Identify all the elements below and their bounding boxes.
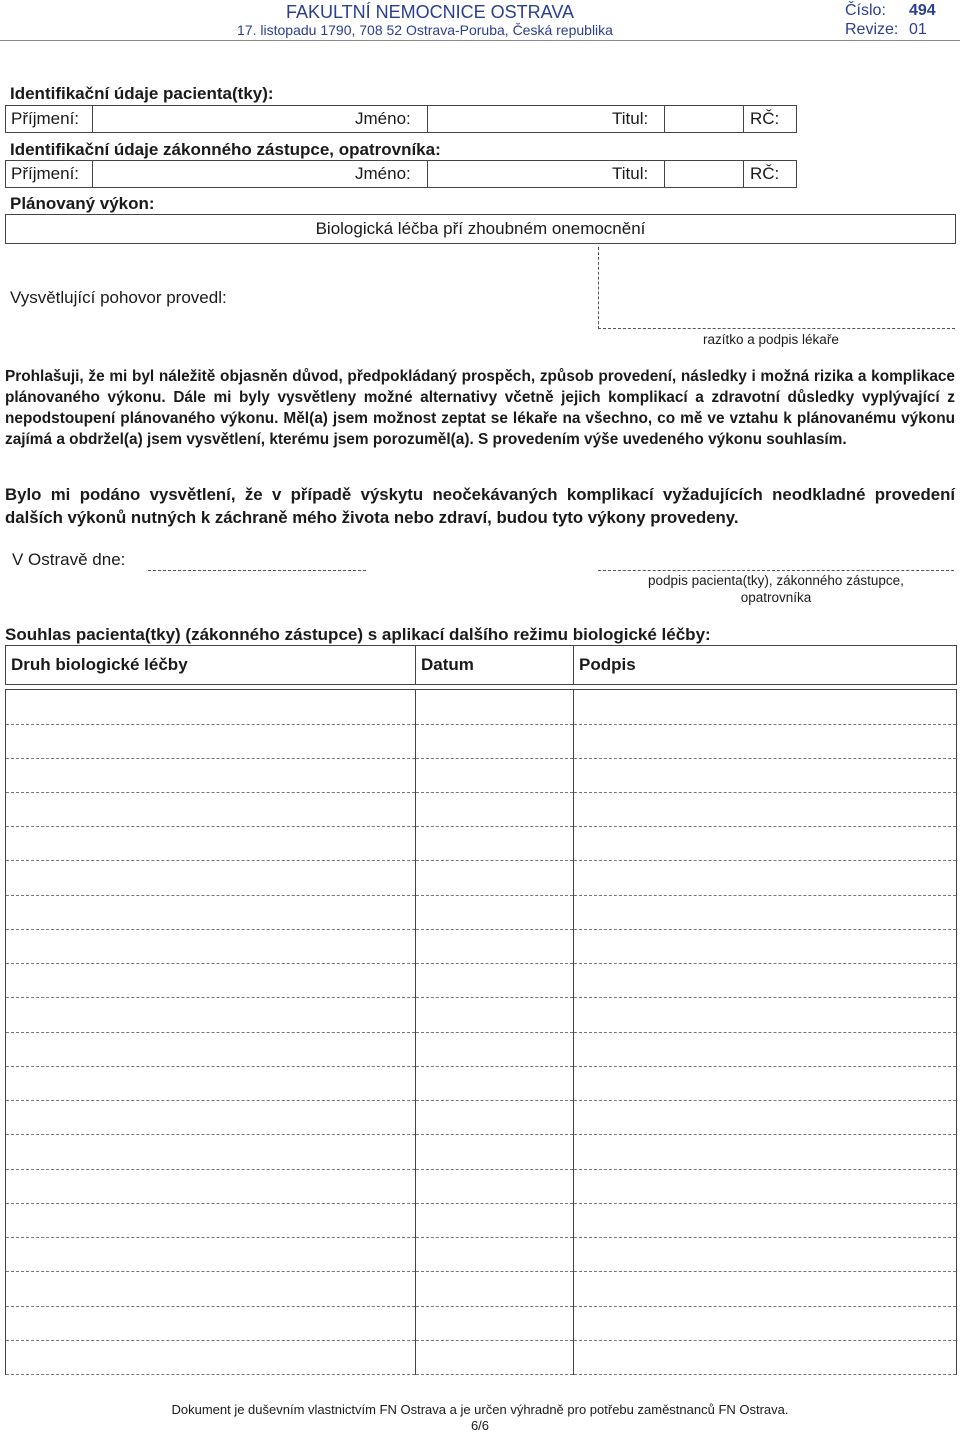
column-header-date: Datum — [416, 646, 574, 685]
patient-surname-label: Příjmení: — [11, 109, 80, 128]
procedure-value: Biologická léčba pří zhoubném onemocnění — [315, 219, 646, 238]
signature-cell[interactable] — [574, 793, 957, 827]
treatment-cell[interactable] — [6, 1101, 416, 1135]
date-cell[interactable] — [416, 724, 574, 758]
signature-cell[interactable] — [574, 1272, 957, 1306]
treatment-cell[interactable] — [6, 1306, 416, 1340]
signature-cell[interactable] — [574, 1340, 957, 1374]
signature-cell[interactable] — [574, 929, 957, 963]
patient-surname-field[interactable] — [93, 106, 353, 132]
date-cell[interactable] — [416, 1238, 574, 1272]
signature-cell[interactable] — [574, 1101, 957, 1135]
treatment-cell[interactable] — [6, 998, 416, 1032]
table-row — [6, 758, 957, 792]
column-header-signature: Podpis — [574, 646, 957, 685]
date-cell[interactable] — [416, 690, 574, 724]
signature-cell[interactable] — [574, 1066, 957, 1100]
date-cell[interactable] — [416, 964, 574, 998]
signature-cell[interactable] — [574, 827, 957, 861]
patient-id-row — [5, 105, 797, 133]
treatment-cell[interactable] — [6, 1203, 416, 1237]
procedure-field — [5, 214, 956, 244]
stamp-caption: razítko a podpis lékaře — [703, 332, 839, 347]
revision-label: Revize: — [845, 21, 899, 38]
table-row — [6, 964, 957, 998]
page-number: 6/6 — [470, 1418, 490, 1433]
treatment-cell[interactable] — [6, 793, 416, 827]
representative-name-field[interactable] — [428, 161, 608, 187]
date-cell[interactable] — [416, 895, 574, 929]
table-row — [6, 724, 957, 758]
signature-cell[interactable] — [574, 758, 957, 792]
signature-cell[interactable] — [574, 1135, 957, 1169]
treatment-cell[interactable] — [6, 827, 416, 861]
signature-cell[interactable] — [574, 690, 957, 724]
document-number-value: 494 — [909, 2, 936, 19]
representative-titul-field[interactable] — [665, 161, 743, 187]
date-cell[interactable] — [416, 1203, 574, 1237]
table-row — [6, 1306, 957, 1340]
date-cell[interactable] — [416, 1306, 574, 1340]
consent-table-title: Souhlas pacienta(tky) (zákonného zástupce) s aplikací dalšího režimu biologické léčby: — [5, 625, 711, 644]
table-row — [6, 1135, 957, 1169]
procedure-section-title: Plánovaný výkon: — [10, 194, 155, 213]
representative-rc-label: RČ: — [750, 164, 780, 183]
patient-name-field[interactable] — [428, 106, 608, 132]
representative-surname-field[interactable] — [93, 161, 353, 187]
treatment-cell[interactable] — [6, 758, 416, 792]
date-cell[interactable] — [416, 1340, 574, 1374]
date-cell[interactable] — [416, 1135, 574, 1169]
representative-name-label: Jméno: — [355, 164, 411, 183]
revision-value: 01 — [909, 21, 927, 38]
treatment-cell[interactable] — [6, 1340, 416, 1374]
treatment-cell[interactable] — [6, 1272, 416, 1306]
treatment-cell[interactable] — [6, 1169, 416, 1203]
table-row — [6, 1340, 957, 1374]
table-row — [6, 929, 957, 963]
signature-cell[interactable] — [574, 1203, 957, 1237]
column-header-treatment: Druh biologické léčby — [6, 646, 416, 685]
institution-name: FAKULTNÍ NEMOCNICE OSTRAVA — [285, 2, 575, 22]
signature-cell[interactable] — [574, 861, 957, 895]
institution-address: 17. listopadu 1790, 708 52 Ostrava-Poruba, Česká republika — [237, 22, 613, 38]
patient-signature-line[interactable] — [598, 570, 954, 571]
representative-titul-label: Titul: — [612, 164, 649, 183]
date-cell[interactable] — [416, 1272, 574, 1306]
patient-signature-caption-1: podpis pacienta(tky), zákonného zástupce, — [648, 573, 904, 588]
date-cell[interactable] — [416, 861, 574, 895]
date-cell[interactable] — [416, 1032, 574, 1066]
treatment-cell[interactable] — [6, 964, 416, 998]
signature-cell[interactable] — [574, 724, 957, 758]
representative-id-row — [5, 160, 797, 188]
treatment-cell[interactable] — [6, 929, 416, 963]
treatment-cell[interactable] — [6, 861, 416, 895]
date-cell[interactable] — [416, 1169, 574, 1203]
date-cell[interactable] — [416, 998, 574, 1032]
table-row — [6, 895, 957, 929]
patient-section-title: Identifikační údaje pacienta(tky): — [10, 84, 274, 103]
patient-titul-label: Titul: — [612, 109, 649, 128]
consent-table-header — [6, 646, 957, 685]
table-row — [6, 793, 957, 827]
table-row — [6, 827, 957, 861]
table-row — [6, 1169, 957, 1203]
treatment-cell[interactable] — [6, 724, 416, 758]
table-row — [6, 1238, 957, 1272]
consent-table — [5, 645, 957, 1375]
table-row — [6, 690, 957, 724]
date-cell[interactable] — [416, 1066, 574, 1100]
table-row — [6, 1066, 957, 1100]
treatment-cell[interactable] — [6, 1066, 416, 1100]
declaration-paragraph: Prohlašuji, že mi byl náležitě objasněn důvod, předpokládaný prospěch, způsob provedení, následky i možná rizika a komplikace plánovaného výkonu. Dále mi byly vysvětleny možné alternativy včetně jejich komplikací a zdravotní důsledky vyplývající z nepodstoupení plánovaného výkonu. Měl(a) jsem možnost zeptat se lékaře na všechno, co mě ve vztahu k plánovanému výkonu zajímá a obdržel(a) jsem vysvětlení, kterému jsem porozuměl(a). S provedením výše uvedeného výkonu souhlasím. — [5, 368, 955, 448]
date-cell[interactable] — [416, 1101, 574, 1135]
signature-cell[interactable] — [574, 998, 957, 1032]
complications-paragraph: Bylo mi podáno vysvětlení, že v případě výskytu neočekávaných komplikací vyžadujících neodkladné provedení dalších výkonů nutných k záchraně mého života nebo zdraví, budou tyto výkony provedeny. — [5, 485, 955, 527]
table-row — [6, 1272, 957, 1306]
treatment-cell[interactable] — [6, 1238, 416, 1272]
patient-name-label: Jméno: — [355, 109, 411, 128]
treatment-cell[interactable] — [6, 1032, 416, 1066]
signature-cell[interactable] — [574, 1032, 957, 1066]
stamp-signature-box[interactable] — [598, 247, 955, 329]
table-row — [6, 1032, 957, 1066]
patient-titul-field[interactable] — [665, 106, 743, 132]
date-line[interactable] — [148, 570, 366, 571]
table-row — [6, 1203, 957, 1237]
footer-notice: Dokument je duševním vlastnictvím FN Ostrava a je určen výhradně pro potřebu zaměstnanců FN Ostrava. — [171, 1402, 789, 1417]
date-cell[interactable] — [416, 758, 574, 792]
date-cell[interactable] — [416, 793, 574, 827]
treatment-cell[interactable] — [6, 895, 416, 929]
document-number-label: Číslo: — [845, 2, 886, 19]
treatment-cell[interactable] — [6, 1135, 416, 1169]
place-date-label: V Ostravě dne: — [12, 550, 126, 569]
explanation-label: Vysvětlující pohovor provedl: — [10, 288, 227, 307]
signature-cell[interactable] — [574, 1306, 957, 1340]
table-row — [6, 1101, 957, 1135]
representative-surname-label: Příjmení: — [11, 164, 80, 183]
header-divider — [0, 40, 960, 41]
patient-signature-caption-2: opatrovníka — [740, 590, 812, 605]
signature-cell[interactable] — [574, 1238, 957, 1272]
table-row — [6, 998, 957, 1032]
patient-rc-label: RČ: — [750, 109, 780, 128]
treatment-cell[interactable] — [6, 690, 416, 724]
representative-section-title: Identifikační údaje zákonného zástupce, opatrovníka: — [10, 140, 441, 159]
date-cell[interactable] — [416, 929, 574, 963]
signature-cell[interactable] — [574, 964, 957, 998]
signature-cell[interactable] — [574, 895, 957, 929]
signature-cell[interactable] — [574, 1169, 957, 1203]
table-row — [6, 861, 957, 895]
date-cell[interactable] — [416, 827, 574, 861]
